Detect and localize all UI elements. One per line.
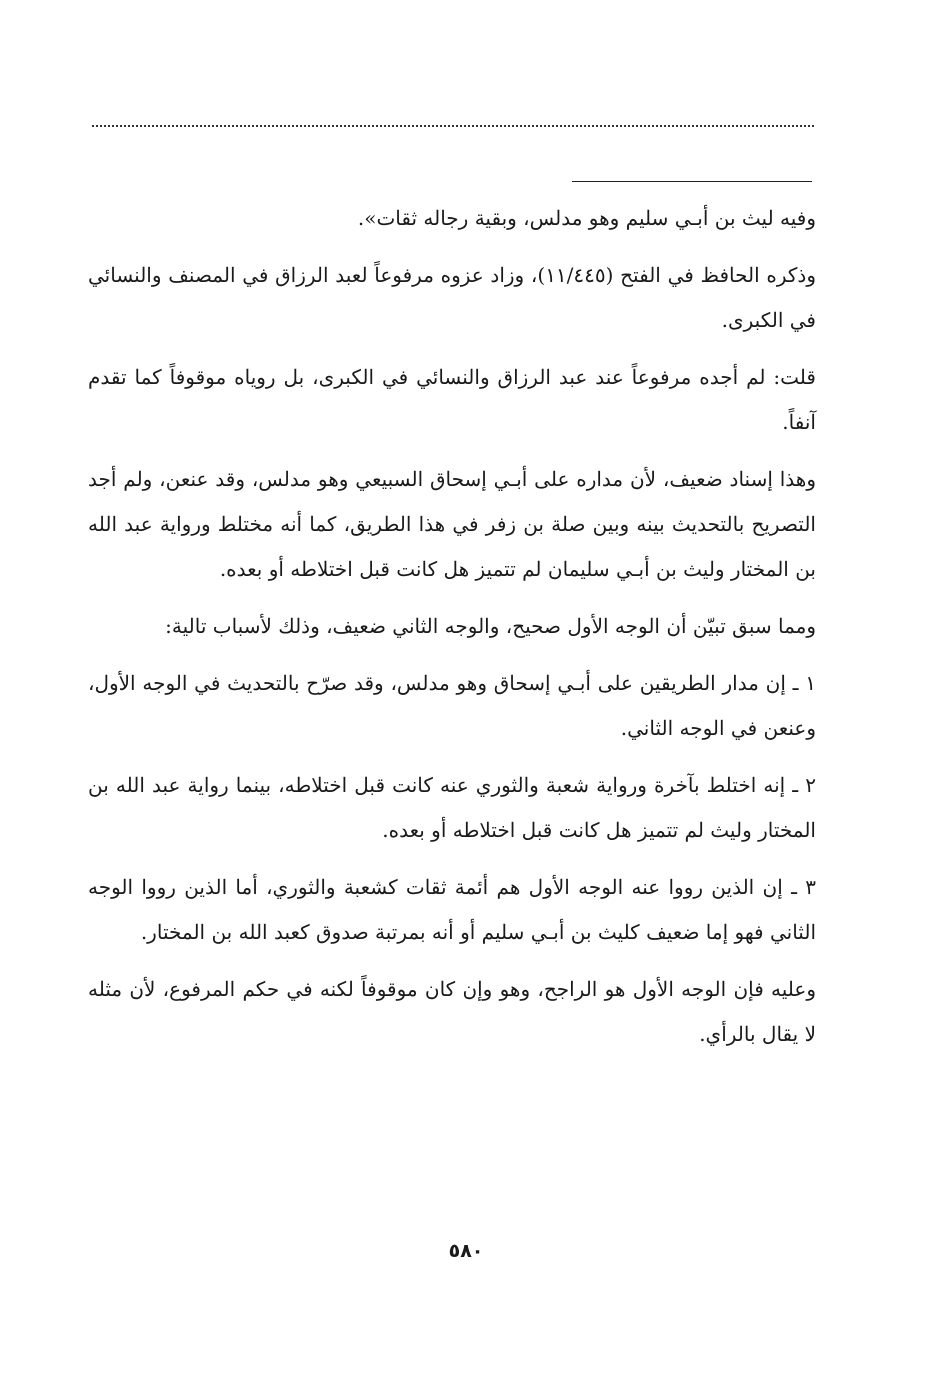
paragraph-7: ٢ ـ إنه اختلط بآخرة ورواية شعبة والثوري عنه كانت قبل اختلاطه، بينما رواية عبد الله بن المختار وليث لم تتميز هل كانت قبل اختلاطه أو بعده. [88, 773, 816, 842]
paragraph-6: ١ ـ إن مدار الطريقين على أبـي إسحاق وهو مدلس، وقد صرّح بالتحديث في الوجه الأول، وعنعن في الوجه الثاني. [88, 671, 816, 740]
dotted-separator [92, 125, 814, 127]
paragraph-3: قلت: لم أجده مرفوعاً عند عبد الرزاق والنسائي في الكبرى، بل روياه موقوفاً كما تقدم آنفاً. [88, 365, 816, 434]
footnote-separator-line [572, 181, 812, 182]
paragraph-2: وذكره الحافظ في الفتح (١١/٤٤٥)، وزاد عزوه مرفوعاً لعبد الرزاق في المصنف والنسائي في الكبرى. [88, 263, 817, 332]
paragraph-1: وفيه ليث بن أبـي سليم وهو مدلس، وبقية رجاله ثقات». [357, 206, 816, 230]
paragraph-8: ٣ ـ إن الذين رووا عنه الوجه الأول هم أئمة ثقات كشعبة والثوري، أما الذين رووا الوجه الثاني فهو إما ضعيف كليث بن أبـي سليم أو أنه بمرتبة صدوق كعبد الله بن المختار. [88, 875, 816, 944]
page-number: ٥٨٠ [448, 1240, 484, 1262]
body-text [88, 196, 816, 1069]
paragraph-4: وهذا إسناد ضعيف، لأن مداره على أبـي إسحاق السبيعي وهو مدلس، وقد عنعن، ولم أجد التصريح بالتحديث بينه وبين صلة بن زفر في هذا الطريق، كما أنه مختلط ورواية عبد الله بن المختار وليث بن أبـي سليمان لم تتميز هل كانت قبل اختلاطه أو بعده. [88, 467, 816, 581]
paragraph-9: وعليه فإن الوجه الأول هو الراجح، وهو وإن كان موقوفاً لكنه في حكم المرفوع، لأن مثله لا يقال بالرأي. [88, 977, 816, 1046]
paragraph-5: ومما سبق تبيّن أن الوجه الأول صحيح، والوجه الثاني ضعيف، وذلك لأسباب تالية: [165, 614, 816, 638]
